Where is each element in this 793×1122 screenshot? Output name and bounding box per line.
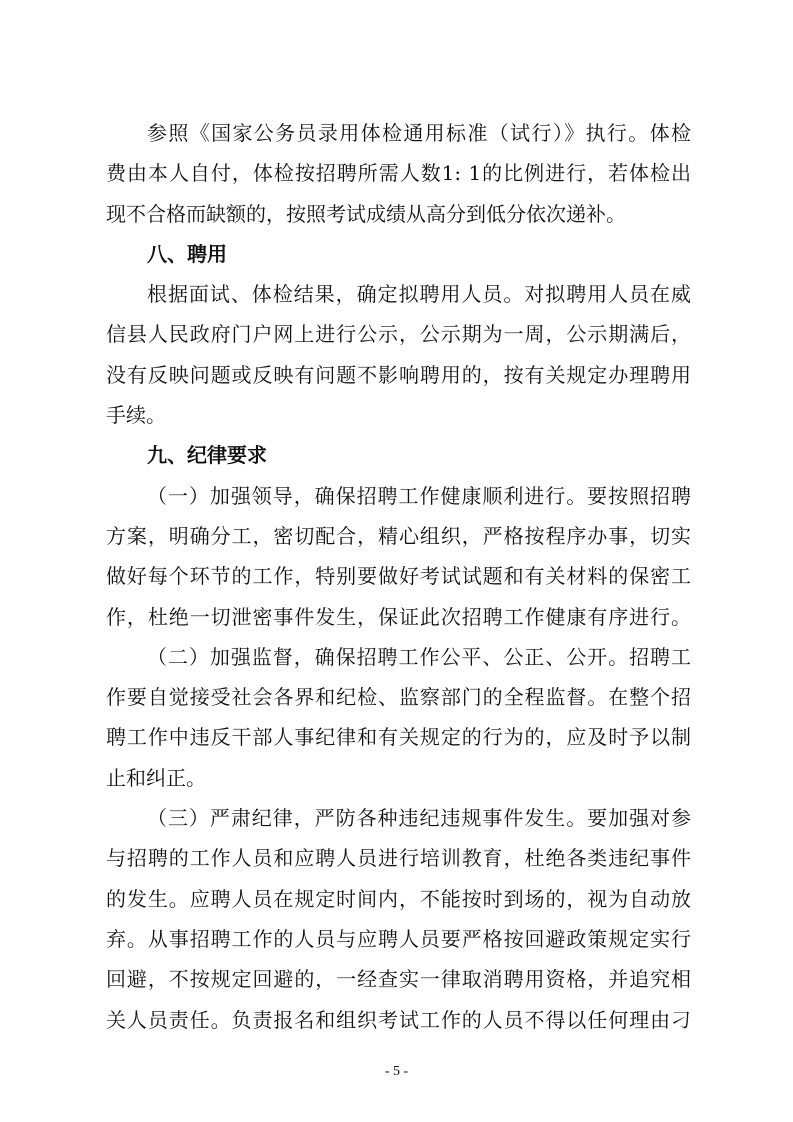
paragraph-strict-discipline [106,798,691,1040]
paragraph-physical-exam [106,113,691,234]
text-line: 的发生。应聘人员在规定时间内，不能按时到场的，视为自动放 [106,886,691,911]
text-line: 弃。从事招聘工作的人员与应聘人员要严格按回避政策规定实行 [106,926,691,951]
page-number: - 5 - [384,1064,409,1079]
text-line: 做好每个环节的工作，特别要做好考试试题和有关材料的保密工 [106,564,691,589]
text-line: 手续。 [106,403,166,428]
paragraph-supervision [106,637,691,798]
paragraph-hiring [106,274,691,435]
section-heading-discipline: 九、纪律要求 [147,443,267,468]
text-line: 作，杜绝一切泄密事件发生，保证此次招聘工作健康有序进行。 [106,604,691,629]
text-line: 方案，明确分工，密切配合，精心组织，严格按程序办事，切实 [106,523,691,548]
text-line: 费由本人自付，体检按招聘所需人数1: 1的比例进行，若体检出 [106,161,691,186]
text-line: 参照《国家公务员录用体检通用标准（试行）》执行。体检 [147,121,691,145]
text-line: 关人员责任。负责报名和组织考试工作的人员不得以任何理由刁 [106,1007,691,1032]
section-heading-hiring: 八、聘用 [147,241,227,266]
text-line: （一）加强领导，确保招聘工作健康顺利进行。要按照招聘 [147,483,691,508]
text-line: 回避，不按规定回避的，一经查实一律取消聘用资格，并追究相 [106,967,691,992]
text-line: 作要自觉接受社会各界和纪检、监察部门的全程监督。在整个招 [106,685,691,710]
paragraph-leadership [106,476,691,637]
text-line: 信县人民政府门户网上进行公示，公示期为一周，公示期满后， [106,322,691,347]
text-line: （二）加强监督，确保招聘工作公平、公正、公开。招聘工 [147,644,691,669]
text-line: 聘工作中违反干部人事纪律和有关规定的行为的，应及时予以制 [106,725,691,750]
text-line: 根据面试、体检结果，确定拟聘用人员。对拟聘用人员在威 [147,282,691,307]
text-line: 止和纠正。 [106,765,206,790]
text-line: 没有反映问题或反映有问题不影响聘用的，按有关规定办理聘用 [106,362,691,387]
text-line: 与招聘的工作人员和应聘人员进行培训教育，杜绝各类违纪事件 [106,846,691,871]
text-line: （三）严肃纪律，严防各种违纪违规事件发生。要加强对参 [147,806,691,831]
document-body [106,113,691,1040]
text-line: 现不合格而缺额的，按照考试成绩从高分到低分依次递补。 [106,201,626,226]
